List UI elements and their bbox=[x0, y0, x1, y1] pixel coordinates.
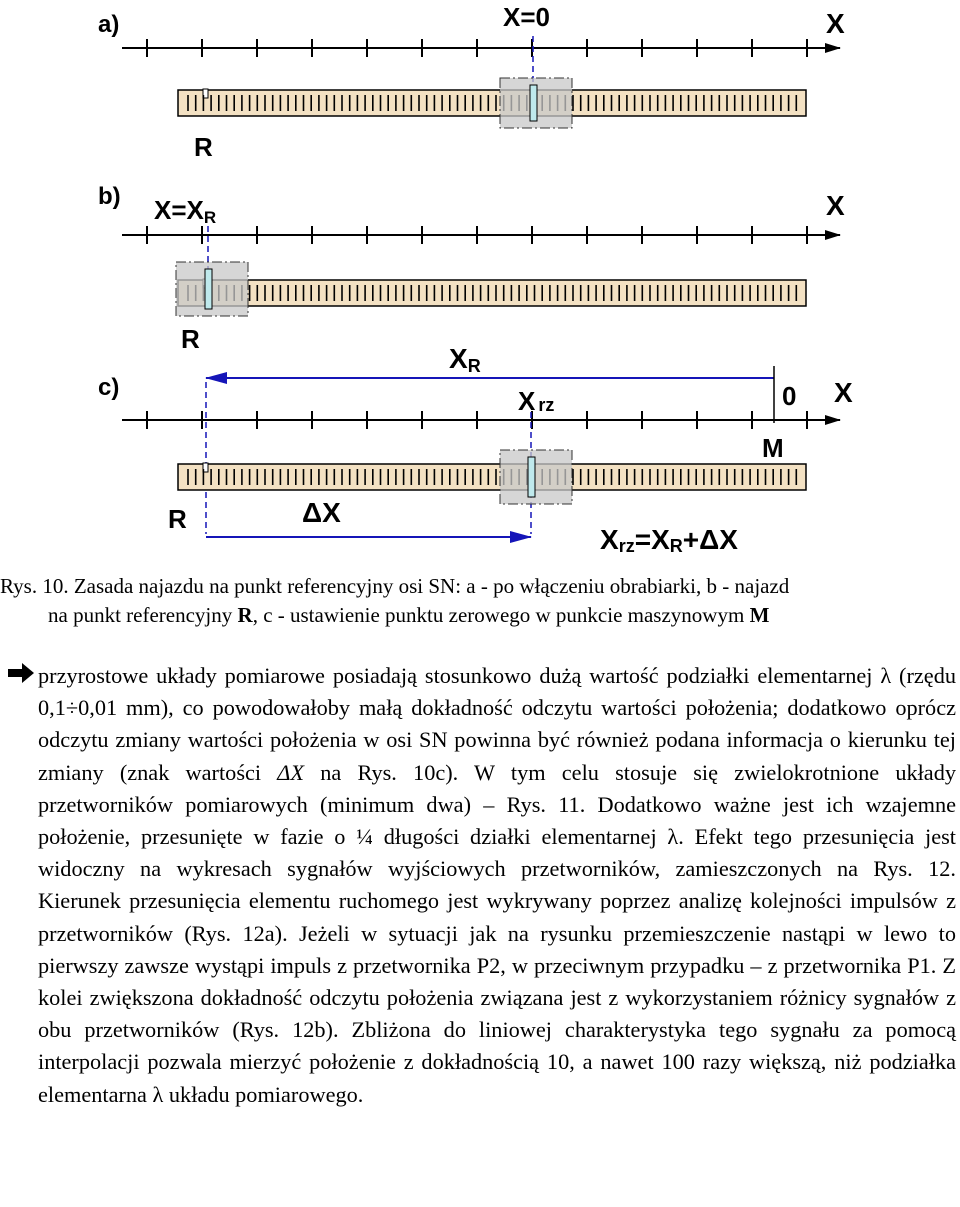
read-head-sensor bbox=[530, 85, 537, 121]
panel-b-axis-label: X bbox=[826, 190, 845, 221]
body-paragraph: przyrostowe układy pomiarowe posiadają stosunkowo dużą wartość podziałki elementarnej λ (rzędu 0,1÷0,01 mm), co powodowałoby małą dokładność odczytu wartości położenia; dodatkowo oprócz odczytu zmiany wartości położenia w osi SN powinna być również podana informacja o kierunku tej zmiany (znak wartości ΔX na Rys. 10c). W tym celu stosuje się zwielokrotnione układy przetworników pomiarowych (minimum dwa) – Rys. 11. Dodatkowo ważne jest ich wzajemne położenie, przesunięte w fazie o ¼ długości działki elementarnej λ. Efekt tego przesunięcia jest widoczny na wykresach sygnałów wyjściowych przetworników, zamieszczonych na Rys. 12. Kierunek przesunięcia elementu ruchomego jest wykrywany poprzez analizę kolejności impulsów z przetworników (Rys. 12a). Jeżeli w sytuacji jak na rysunku przemieszczenie nastąpi w lewo to pierwszy zawsze wystąpi impuls z przetwornika P2, w przeciwnym przypadku – z przetwornika P1. Z kolei zwiększona dokładność odczytu położenia związana jest z wykorzystaniem różnicy sygnałów z obu przetworników (Rys. 12b). Zbliżona do liniowej charakterystyka tego sygnału za pomocą interpolacji pozwala mierzyć położenie z dokładnością 10, a nawet 100 razy większą, niż podziałka elementarna λ układu pomiarowego. bbox=[38, 663, 956, 1107]
reference-point-figure bbox=[0, 0, 960, 565]
panel-a-axis-label: X bbox=[826, 8, 845, 39]
panel-a-letter: a) bbox=[98, 11, 120, 38]
panel-c-machine-label: M bbox=[762, 433, 784, 463]
figure-caption bbox=[0, 572, 960, 630]
lambda-symbol: λ bbox=[667, 824, 679, 850]
panel-c-letter: c) bbox=[98, 374, 120, 401]
panel-c-xrz-label: X rz bbox=[518, 386, 555, 416]
panel-b bbox=[98, 183, 845, 354]
panel-a-reference-label: R bbox=[194, 132, 213, 162]
panel-a bbox=[98, 2, 845, 162]
panel-c-span-label: XR bbox=[449, 343, 481, 376]
panel-b-position-label: X=XR bbox=[154, 195, 217, 227]
caption-line-2: na punkt referencyjny R, c - ustawienie punktu zerowego w punkcie maszynowym M bbox=[48, 603, 770, 627]
delta-x-symbol: ΔX bbox=[277, 759, 305, 785]
panel-c-carriage bbox=[500, 450, 572, 504]
panel-b-letter: b) bbox=[98, 183, 121, 210]
lambda-symbol: λ bbox=[152, 1081, 164, 1107]
panel-b-reference-label: R bbox=[181, 324, 200, 354]
panel-c-scale bbox=[178, 463, 806, 490]
carriage-body bbox=[500, 450, 572, 504]
read-head-sensor bbox=[528, 457, 535, 497]
panel-c-reference-label: R bbox=[168, 504, 187, 534]
panel-c-zero-label: 0 bbox=[782, 381, 797, 411]
panel-c-formula: Xrz=XR+ΔX bbox=[600, 524, 738, 556]
lambda-symbol: λ bbox=[880, 663, 892, 688]
right-arrow-icon bbox=[8, 662, 34, 684]
read-head-sensor bbox=[205, 269, 212, 309]
panel-c-delta-label: ΔX bbox=[302, 497, 341, 528]
panel-a-carriage bbox=[500, 78, 572, 128]
panel-b-carriage bbox=[176, 262, 248, 316]
panel-a-position-label: X=0 bbox=[503, 2, 550, 32]
panel-c-axis-label: X bbox=[834, 377, 853, 408]
panel-a-scale bbox=[178, 89, 806, 116]
panel-b-scale bbox=[178, 279, 806, 306]
panel-c bbox=[98, 343, 853, 556]
caption-line-1: Rys. 10. Zasada najazdu na punkt referencyjny osi SN: a - po włączeniu obrabiarki, b - najazd bbox=[0, 574, 790, 598]
